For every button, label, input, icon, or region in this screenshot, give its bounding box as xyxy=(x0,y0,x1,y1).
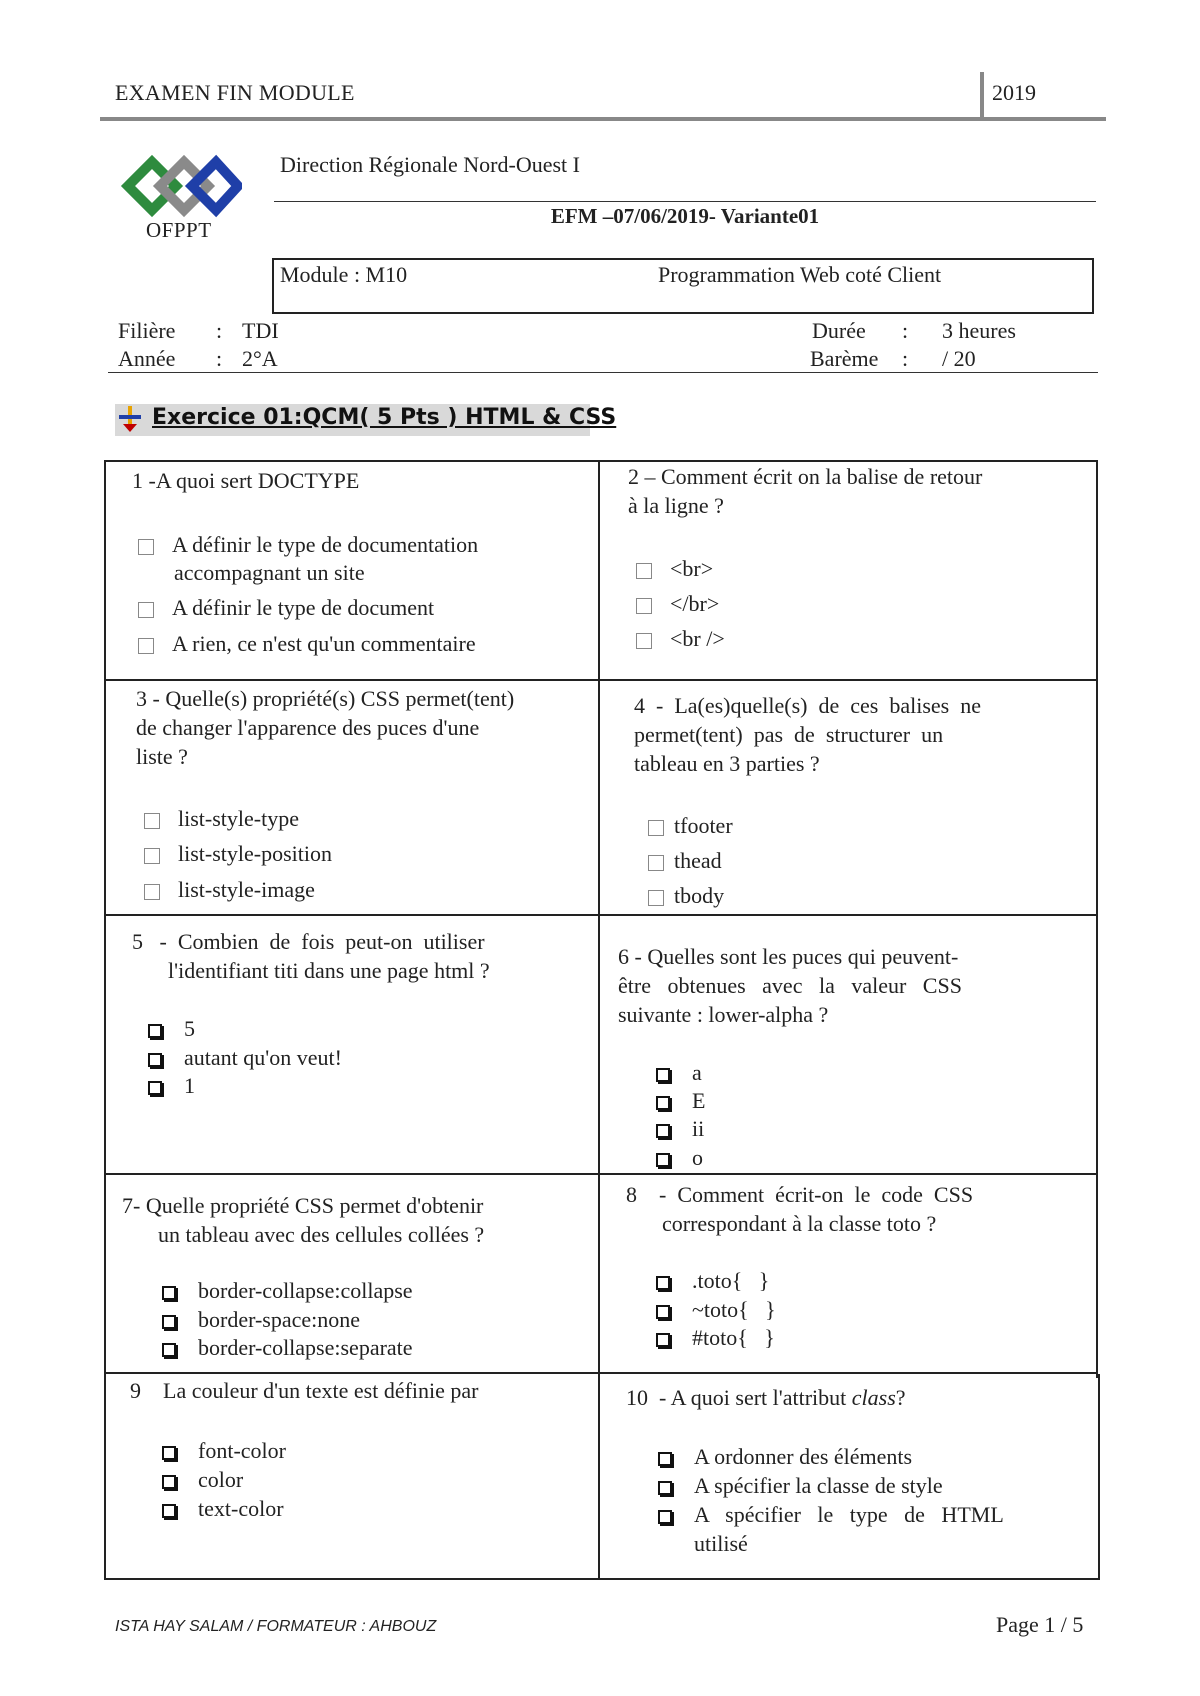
question-9: 9 La couleur d'un texte est définie par xyxy=(130,1378,479,1403)
page-number: Page 1 / 5 xyxy=(996,1612,1084,1637)
annee-label: Année xyxy=(118,346,176,371)
option-3c[interactable] xyxy=(144,875,315,904)
grid-row-1 xyxy=(104,679,1098,681)
checkbox-icon[interactable] xyxy=(656,1276,670,1290)
meta-rule xyxy=(108,372,1098,373)
option-label: A définir le type de documentation xyxy=(172,532,479,557)
grid-row-3 xyxy=(104,1173,1098,1175)
checkbox-icon[interactable] xyxy=(656,1153,670,1167)
arrow-down-icon xyxy=(117,404,143,434)
grid-bottom xyxy=(104,1578,1098,1580)
checkbox-icon[interactable] xyxy=(162,1343,176,1357)
checkbox-icon[interactable] xyxy=(636,598,652,614)
checkbox-icon[interactable] xyxy=(656,1096,670,1110)
option-label: E xyxy=(692,1088,706,1113)
question-6-line2: être obtenues avec la valeur CSS xyxy=(618,973,962,998)
checkbox-icon[interactable] xyxy=(138,602,154,618)
question-10-prefix: 10 - A quoi sert l'attribut xyxy=(626,1385,852,1410)
checkbox-icon[interactable] xyxy=(648,820,664,836)
option-label: A définir le type de document xyxy=(172,595,435,620)
option-label: border-collapse:separate xyxy=(198,1335,413,1360)
checkbox-icon[interactable] xyxy=(138,638,154,654)
question-5-line2: l'identifiant titi dans une page html ? xyxy=(168,958,490,983)
checkbox-icon[interactable] xyxy=(636,633,652,649)
option-5a[interactable] xyxy=(148,1014,195,1043)
annee-sep: : xyxy=(216,346,223,371)
filiere-label: Filière xyxy=(118,318,176,343)
option-9b[interactable] xyxy=(162,1465,243,1494)
option-label: ~toto{ } xyxy=(692,1297,776,1322)
option-1a-cont: accompagnant un site xyxy=(174,560,365,585)
duree-sep: : xyxy=(902,318,909,343)
question-10 xyxy=(626,1383,906,1412)
checkbox-icon[interactable] xyxy=(656,1124,670,1138)
option-6c[interactable] xyxy=(656,1114,704,1143)
option-8b[interactable] xyxy=(656,1295,776,1324)
option-5c[interactable] xyxy=(148,1071,195,1100)
option-9a[interactable] xyxy=(162,1436,286,1465)
option-6b[interactable] xyxy=(656,1086,705,1115)
checkbox-icon[interactable] xyxy=(148,1024,162,1038)
option-2b[interactable] xyxy=(636,589,719,618)
header-separator xyxy=(980,72,984,118)
checkbox-icon[interactable] xyxy=(656,1305,670,1319)
option-label: border-space:none xyxy=(198,1307,361,1332)
option-7b[interactable] xyxy=(162,1305,360,1334)
option-label: A ordonner des éléments xyxy=(694,1444,913,1469)
option-10b[interactable] xyxy=(658,1471,943,1500)
question-2-line1: 2 – Comment écrit on la balise de retour xyxy=(628,464,983,489)
option-label: A rien, ce n'est qu'un commentaire xyxy=(172,631,476,656)
efm-label: EFM –07/06/2019- Variante01 xyxy=(550,204,820,228)
question-7-line1: 7- Quelle propriété CSS permet d'obtenir xyxy=(122,1193,484,1218)
option-10c-cont: utilisé xyxy=(694,1531,748,1556)
option-2a[interactable] xyxy=(636,554,713,583)
checkbox-icon[interactable] xyxy=(658,1452,672,1466)
header-rule xyxy=(100,117,1106,121)
question-6-line3: suivante : lower-alpha ? xyxy=(618,1002,829,1027)
option-4b[interactable] xyxy=(648,846,722,875)
question-6-line1: 6 - Quelles sont les puces qui peuvent- xyxy=(618,944,959,969)
option-1b[interactable] xyxy=(138,593,434,622)
grid-middle xyxy=(598,460,600,1580)
option-label: tbody xyxy=(674,883,725,908)
option-label: <br /> xyxy=(670,626,725,651)
question-3-line1: 3 - Quelle(s) propriété(s) CSS permet(tent) xyxy=(136,686,515,711)
duree-value: 3 heures xyxy=(942,318,1016,343)
option-7a[interactable] xyxy=(162,1276,413,1305)
option-label: thead xyxy=(674,848,722,873)
option-label: list-style-image xyxy=(178,877,315,902)
option-6a[interactable] xyxy=(656,1058,702,1087)
option-3a[interactable] xyxy=(144,804,299,833)
option-10c[interactable] xyxy=(658,1500,1004,1529)
direction-rule xyxy=(274,201,1096,202)
checkbox-icon[interactable] xyxy=(144,848,160,864)
checkbox-icon[interactable] xyxy=(162,1504,176,1518)
checkbox-icon[interactable] xyxy=(162,1475,176,1489)
option-label: color xyxy=(198,1467,244,1492)
option-9c[interactable] xyxy=(162,1494,284,1523)
option-label: autant qu'on veut! xyxy=(184,1045,342,1070)
question-8-line1: 8 - Comment écrit-on le code CSS xyxy=(626,1182,974,1207)
filiere-sep: : xyxy=(216,318,223,343)
checkbox-icon[interactable] xyxy=(658,1510,672,1524)
option-8a[interactable] xyxy=(656,1266,769,1295)
grid-right-bottom xyxy=(1098,1374,1100,1580)
checkbox-icon[interactable] xyxy=(648,855,664,871)
question-1: 1 -A quoi sert DOCTYPE xyxy=(132,468,360,493)
duree-label: Durée xyxy=(812,318,866,343)
checkbox-icon[interactable] xyxy=(636,563,652,579)
option-label: text-color xyxy=(198,1496,284,1521)
option-10a[interactable] xyxy=(658,1442,912,1471)
checkbox-icon[interactable] xyxy=(162,1446,176,1460)
question-4-line1: 4 - La(es)quelle(s) de ces balises ne xyxy=(634,693,981,718)
option-label: ii xyxy=(692,1116,705,1141)
option-6d[interactable] xyxy=(656,1143,703,1172)
option-1c[interactable] xyxy=(138,629,476,658)
footer-author: ISTA HAY SALAM / FORMATEUR : AHBOUZ xyxy=(115,1618,437,1635)
bareme-value: / 20 xyxy=(942,346,976,371)
checkbox-icon[interactable] xyxy=(148,1053,162,1067)
option-4c[interactable] xyxy=(648,881,724,910)
exercise-title: Exercice 01:QCM( 5 Pts ) HTML & CSS xyxy=(152,405,617,430)
logo-text: OFPPT xyxy=(146,218,212,242)
grid-row-4 xyxy=(104,1372,1098,1374)
direction-title: Direction Régionale Nord-Ouest I xyxy=(280,152,580,177)
option-label: <br> xyxy=(670,556,714,581)
checkbox-icon[interactable] xyxy=(656,1068,670,1082)
checkbox-icon[interactable] xyxy=(144,813,160,829)
question-10-attr: class xyxy=(851,1385,896,1410)
checkbox-icon[interactable] xyxy=(162,1286,176,1300)
annee-value: 2°A xyxy=(242,346,278,371)
question-3-line3: liste ? xyxy=(136,744,188,769)
header-year: 2019 xyxy=(992,80,1036,105)
bareme-sep: : xyxy=(902,346,909,371)
question-8-line2: correspondant à la classe toto ? xyxy=(662,1211,937,1236)
question-4-line2: permet(tent) pas de structurer un xyxy=(634,722,944,747)
checkbox-icon[interactable] xyxy=(648,890,664,906)
grid-row-2 xyxy=(104,914,1098,916)
checkbox-icon[interactable] xyxy=(656,1333,670,1347)
option-label: A spécifier le type de HTML xyxy=(694,1502,1004,1527)
header-title: EXAMEN FIN MODULE xyxy=(115,80,355,105)
grid-left xyxy=(104,460,106,1580)
option-label: 5 xyxy=(184,1016,195,1041)
option-7c[interactable] xyxy=(162,1333,413,1362)
bareme-label: Barème xyxy=(810,346,879,371)
option-5b[interactable] xyxy=(148,1043,342,1072)
option-label: #toto{ } xyxy=(692,1325,775,1350)
option-label: .toto{ } xyxy=(692,1268,770,1293)
option-3b[interactable] xyxy=(144,839,332,868)
question-10-suffix: ? xyxy=(895,1385,906,1410)
option-label: A spécifier la classe de style xyxy=(694,1473,943,1498)
checkbox-icon[interactable] xyxy=(138,539,154,555)
question-4-line3: tableau en 3 parties ? xyxy=(634,751,820,776)
option-label: 1 xyxy=(184,1073,195,1098)
option-label: a xyxy=(692,1060,702,1085)
checkbox-icon[interactable] xyxy=(148,1081,162,1095)
filiere-value: TDI xyxy=(242,318,279,343)
option-label: tfooter xyxy=(674,813,733,838)
option-2c[interactable] xyxy=(636,624,725,653)
option-label: list-style-type xyxy=(178,806,299,831)
option-4a[interactable] xyxy=(648,811,733,840)
checkbox-icon[interactable] xyxy=(144,884,160,900)
module-label: Module : M10 xyxy=(280,262,408,287)
question-5-line1: 5 - Combien de fois peut-on utiliser xyxy=(132,929,485,954)
checkbox-icon[interactable] xyxy=(658,1481,672,1495)
question-7-line2: un tableau avec des cellules collées ? xyxy=(158,1222,485,1247)
option-label: font-color xyxy=(198,1438,286,1463)
option-1a[interactable] xyxy=(138,530,478,559)
option-8c[interactable] xyxy=(656,1323,775,1352)
module-name: Programmation Web coté Client xyxy=(658,262,942,287)
question-3-line2: de changer l'apparence des puces d'une xyxy=(136,715,480,740)
grid-right xyxy=(1096,460,1098,1378)
option-label: o xyxy=(692,1145,703,1170)
checkbox-icon[interactable] xyxy=(162,1315,176,1329)
question-2-line2: à la ligne ? xyxy=(628,493,724,518)
option-label: border-collapse:collapse xyxy=(198,1278,413,1303)
option-label: list-style-position xyxy=(178,841,332,866)
option-label: </br> xyxy=(670,591,720,616)
